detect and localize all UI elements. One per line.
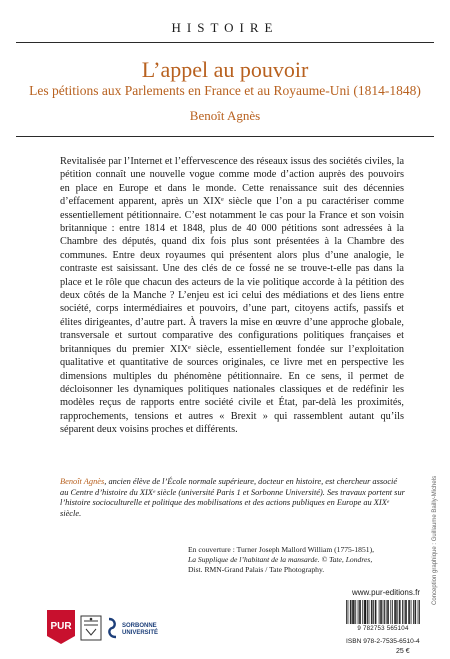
blurb-line: place et le rôle que chacun des acteurs de la vie politique accorde à la pétition des	[60, 276, 404, 288]
author-name: Benoît Agnès	[189, 108, 261, 123]
barcode-bar	[352, 600, 353, 624]
blurb-line: Revitalisée par l’Internet et l’effervescence des réseaux issus des sociétés civiles, la	[60, 156, 405, 167]
barcode-bar	[408, 600, 409, 624]
barcode	[346, 600, 420, 632]
barcode-bar	[380, 600, 381, 624]
barcode-bar	[354, 600, 355, 624]
barcode-bar	[399, 600, 400, 624]
back-cover-blurb	[60, 155, 404, 437]
top-rule	[16, 42, 434, 43]
barcode-bar	[365, 600, 366, 624]
barcode-bar	[409, 600, 410, 624]
barcode-bar	[376, 600, 377, 624]
blurb-line: rapprochements, tensions et autres « Brexit » qui rassemblent autant qu’ils	[60, 410, 404, 422]
blurb-line: décloisonner les dynamiques politiques nationales classiques et de redéfinir les	[60, 383, 404, 395]
barcode-bar	[360, 600, 361, 624]
publisher-website: www.pur-editions.fr	[351, 588, 420, 597]
barcode-bar	[402, 600, 403, 624]
author-bio	[60, 477, 406, 519]
barcode-bar	[406, 600, 407, 624]
blurb-line: essentiellement pétitionnaire. C’est notamment le cas pour la France et son voisin	[60, 209, 404, 221]
isbn: ISBN 978-2-7535-6510-4	[346, 638, 420, 645]
barcode-bar	[404, 600, 405, 624]
credit-line-3: Dist. RMN-Grand Palais / Tate Photography.	[188, 564, 325, 574]
blurb-line: d’effacement apparent, après un XIXᵉ siècle que l’on a pu caractériser comme	[60, 196, 404, 208]
barcode-bar	[362, 600, 363, 624]
cover-credit	[188, 545, 418, 574]
blurb-line: modèles reçus de rapports entre société civile et État, par-delà les proximités,	[60, 397, 404, 409]
blurb-line: contraste est saisissant. Une des clés de ce fossé ne se trouve-t-elle pas dans la	[60, 263, 404, 275]
blurb-line: séparent deux voisins proches et différents.	[60, 424, 238, 436]
barcode-bar	[355, 600, 356, 624]
crest-logo	[80, 615, 102, 641]
barcode-bar	[392, 600, 393, 624]
barcode-bars	[346, 600, 420, 624]
bio-author-name: Benoît Agnès	[60, 477, 105, 486]
blurb-line: deux côtés de la Manche ? L’enjeu est ici celui des médiations et des liens entre	[60, 290, 404, 302]
barcode-bar	[371, 600, 372, 624]
barcode-bar	[359, 600, 360, 624]
credit-line-2: La Supplique de l’habitant de la mansarde. © Tate, Londres,	[188, 554, 373, 564]
blurb-line: transversale et surtout comparative des configurations politiques françaises et	[60, 330, 404, 342]
blurb-line: Chambre des députés, quand dix fois plus sont présentées à la Chambre des	[60, 236, 404, 248]
barcode-digits: 9 782753 565104	[357, 625, 409, 632]
series-label: HISTOIRE	[171, 20, 279, 35]
bio-text: , ancien élève de l’École normale supérieure, docteur en histoire, est chercheur associé au Centre d’histoire du XIXᵉ siècle (université Paris 1 et Sorbonne Université). Ses travaux portent sur l’histoire socioculturelle et politique des mobilisations et des actions publiques en Europe au XIXᵉ siècle.	[60, 477, 405, 518]
barcode-bar	[379, 600, 380, 624]
blurb-line: pétition connaît une nouvelle vogue comme mode d’action auprès des pouvoirs	[60, 169, 404, 181]
blurb-line: en place en Europe et dans le monde. Cette renaissance suit des décennies	[60, 182, 404, 194]
barcode-bar	[400, 600, 401, 624]
barcode-bar	[348, 600, 349, 624]
barcode-bar	[346, 600, 347, 624]
barcode-bar	[364, 600, 365, 624]
credit-line-1: En couverture : Turner Joseph Mallord William (1775-1851),	[188, 545, 374, 554]
barcode-bar	[383, 600, 384, 624]
barcode-bar	[395, 600, 396, 624]
pur-logo	[47, 610, 75, 644]
barcode-bar	[386, 600, 387, 624]
barcode-bar	[415, 600, 416, 624]
blurb-line: communes. Entre deux royaumes qui présentent alors plus d’une analogie, le	[60, 249, 404, 261]
barcode-bar	[415, 600, 416, 624]
barcode-bar	[411, 600, 412, 624]
barcode-bar	[387, 600, 388, 624]
sorbonne-logo	[107, 617, 167, 639]
book-title: L’appel au pouvoir	[141, 57, 309, 82]
middle-rule	[16, 136, 434, 137]
barcode-bar	[373, 600, 374, 624]
barcode-bar	[396, 600, 397, 624]
barcode-bar	[390, 600, 391, 624]
barcode-bar	[388, 600, 389, 624]
barcode-bar	[381, 600, 382, 624]
barcode-bar	[384, 600, 385, 624]
sorbonne-line-2: UNIVERSITÉ	[122, 630, 159, 636]
barcode-bar	[375, 600, 376, 624]
design-credit: Conception graphique : Guillaume Bailly-Michels	[432, 475, 438, 605]
barcode-bar	[405, 600, 406, 624]
blurb-line: britannique : entre 1814 et 1848, plus de 40 000 pétitions sont adressées à la	[60, 223, 404, 235]
blurb-line: société, corps intermédiaires et pouvoirs, d’une part, citoyens actifs, passifs et	[60, 303, 404, 315]
barcode-bar	[418, 600, 419, 624]
barcode-bar	[351, 600, 352, 624]
blurb-line: qualitative et quantitative de sources originales, ce livre met en perspective les	[60, 357, 404, 369]
barcode-bar	[358, 600, 359, 624]
blurb-line: élites dirigeantes, d’autre part. À travers la mise en œuvre d’une approche globale,	[60, 316, 404, 328]
barcode-bar	[394, 600, 395, 624]
sorbonne-line-1: SORBONNE	[122, 623, 157, 629]
barcode-bar	[397, 600, 398, 624]
barcode-bar	[369, 600, 370, 624]
barcode-bar	[413, 600, 414, 624]
blurb-line: dimensions multiples du phénomène pétitionnaire. En ce sens, il permet de	[60, 370, 404, 382]
blurb-line: britanniques du premier XIXᵉ siècle, essentiellement fondée sur l’exploitation	[60, 343, 404, 355]
price: 25 €	[396, 648, 410, 655]
barcode-bar	[365, 600, 366, 624]
barcode-bar	[367, 600, 368, 624]
barcode-bar	[350, 600, 351, 624]
barcode-bar	[419, 600, 420, 624]
barcode-bar	[372, 600, 373, 624]
book-subtitle: Les pétitions aux Parlements en France et au Royaume-Uni (1814-1848)	[29, 83, 421, 98]
pur-logo-text: PUR	[50, 621, 72, 632]
barcode-bar	[353, 600, 354, 624]
